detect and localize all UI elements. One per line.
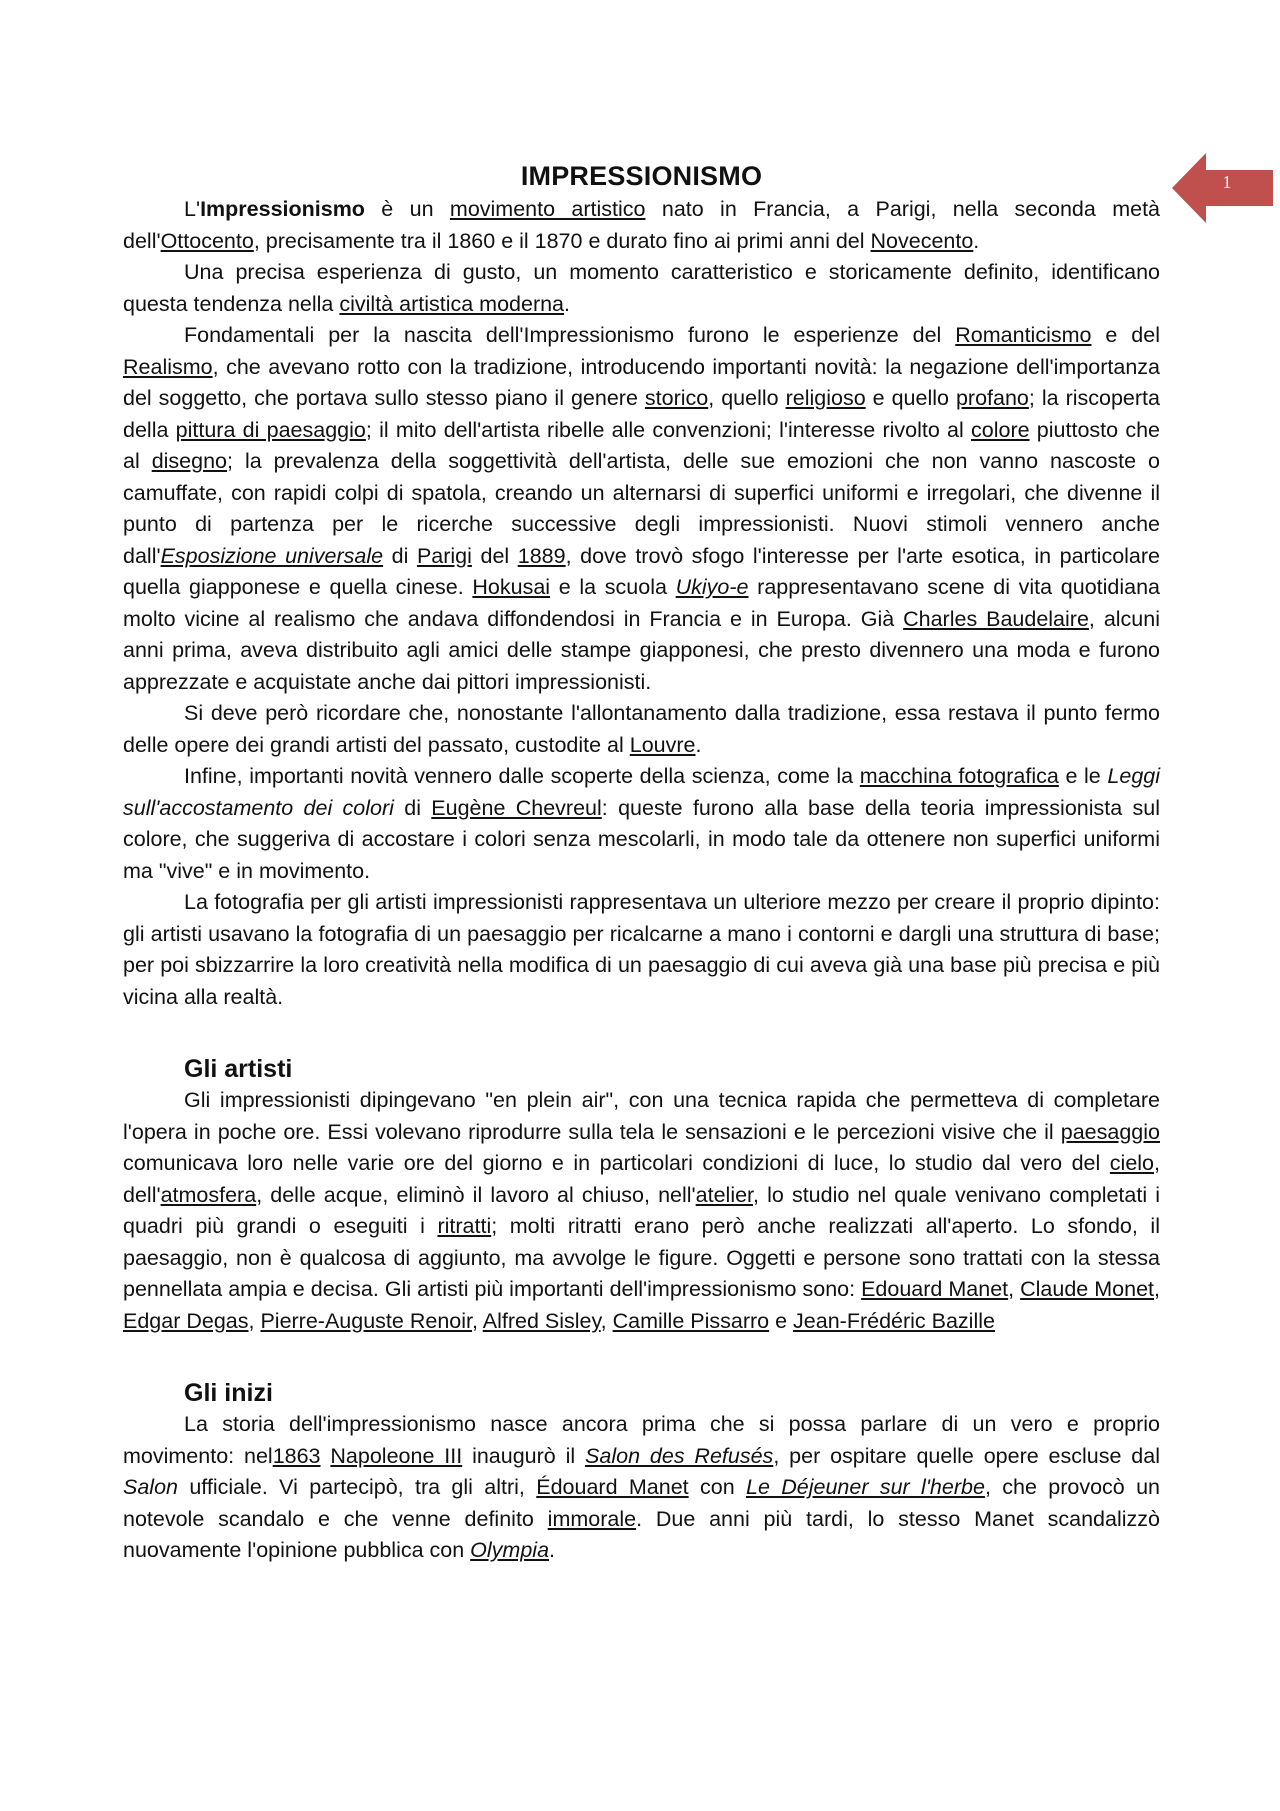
link-novecento[interactable]: Novecento: [870, 228, 974, 253]
text-run: Si deve però ricordare che, nonostante l'allontanamento dalla tradizione, essa restava il punto fermo delle opere dei grandi artisti del passato, custodite al: [123, 701, 1160, 757]
link-le-dejeuner-sur-l-herbe[interactable]: Le Déjeuner sur l'herbe: [746, 1475, 985, 1499]
link-paesaggio[interactable]: paesaggio: [1060, 1119, 1160, 1144]
text-run: nato in Francia, a Parigi, nella seconda metà dell': [123, 197, 1161, 253]
link-camille-pissarro[interactable]: Camille Pissarro: [612, 1308, 770, 1333]
text-run: , lo studio nel quale venivano completati i quadri più grandi o eseguiti i: [123, 1182, 1160, 1238]
text-run: Gli impressionisti dipingevano "en plein air", con una tecnica rapida che permetteva di completare l'opera in poche ore. Essi volevano riprodurre sulla tela le sensazioni e le percezioni visive che il: [123, 1088, 1160, 1144]
inizi-paragraph: [123, 1409, 1160, 1567]
page-number: 1: [1222, 172, 1232, 192]
text-run: , dell': [123, 1151, 1160, 1207]
intro-paragraph-5: [123, 761, 1160, 887]
text-run: , quello: [708, 386, 786, 410]
text-run: e la scuola: [550, 575, 676, 599]
text-run: : queste furono alla base della teoria impressionista sul colore, che suggeriva di accostare i colori senza mescolarli, in modo tale da ottenere non superfici uniformi ma "vive" e in movimento.: [123, 795, 1161, 883]
text-run: comunicava loro nelle varie ore del giorno e in particolari condizioni di luce, lo studio dal vero del: [123, 1151, 1110, 1175]
link-religioso[interactable]: religioso: [785, 386, 866, 410]
text-run: ,: [1008, 1277, 1021, 1301]
link-ukiyo-e[interactable]: Ukiyo-e: [675, 575, 749, 599]
text-run: del: [471, 543, 518, 568]
section-heading-artisti: Gli artisti: [184, 1055, 293, 1083]
link-pittura-di-paesaggio[interactable]: pittura di paesaggio: [175, 417, 366, 442]
text-run: di: [383, 543, 417, 568]
text-run: ,: [600, 1308, 613, 1333]
link-ottocento[interactable]: Ottocento: [160, 228, 254, 253]
text-run: , delle acque, eliminò il lavoro al chiuso, nell': [256, 1182, 696, 1207]
link-atelier[interactable]: atelier: [695, 1182, 754, 1207]
link-macchina-fotografica[interactable]: macchina fotografica: [859, 764, 1059, 788]
link-profano[interactable]: profano: [955, 386, 1029, 410]
artisti-paragraph: [123, 1085, 1160, 1337]
text-run: [321, 1444, 331, 1468]
link-storico[interactable]: storico: [644, 386, 709, 410]
text-run: ; la prevalenza della soggettività dell'artista, delle sue emozioni che non vanno nascoste o camuffate, con rapidi colpi di spatola, creando un alternarsi di superfici uniformi e irregolari, che divenne il punto di partenza per le ricerche successive degli impressionisti. Nuovi stimoli vennero anche dall': [123, 449, 1160, 568]
link-edouard-manet-2[interactable]: Édouard Manet: [536, 1475, 689, 1499]
link-edgar-degas[interactable]: Edgar Degas: [123, 1308, 249, 1333]
text-run: e quello: [865, 386, 956, 410]
text-run: piuttosto che al: [123, 417, 1160, 473]
text-run: , per ospitare quelle opere escluse dal: [773, 1443, 1161, 1468]
text-run: ; il mito dell'artista ribelle alle convenzioni; l'interesse rivolto al: [365, 417, 972, 442]
page-number-indicator: [1172, 153, 1274, 223]
link-pierre-auguste-renoir[interactable]: Pierre-Auguste Renoir: [260, 1308, 472, 1333]
link-atmosfera[interactable]: atmosfera: [160, 1182, 257, 1207]
link-1863[interactable]: 1863: [272, 1443, 321, 1468]
intro-paragraph-3: [123, 320, 1160, 698]
link-1889[interactable]: 1889: [517, 543, 566, 568]
document-title: IMPRESSIONISMO: [520, 161, 763, 191]
text-run: di: [393, 795, 432, 820]
text-run: , precisamente tra il 1860 e il 1870 e durato fino ai primi anni del: [253, 228, 871, 253]
link-movimento-artistico[interactable]: movimento artistico: [449, 197, 646, 221]
text-run: rappresentavano scene di vita quotidiana molto vicine al realismo che andava diffondendosi in Francia e in Europa. Già: [123, 575, 1161, 631]
bold-term: Impressionismo: [200, 197, 365, 221]
link-alfred-sisley[interactable]: Alfred Sisley: [482, 1308, 601, 1333]
text-run: e: [769, 1308, 794, 1333]
text-run: .: [695, 732, 702, 757]
text-run: . Due anni più tardi, lo stesso Manet scandalizzò nuovamente l'opinione pubblica con: [123, 1506, 1160, 1562]
intro-paragraph-1: [123, 194, 1160, 257]
document-page: [123, 158, 1160, 1567]
link-parigi[interactable]: Parigi: [416, 543, 472, 568]
link-charles-baudelaire[interactable]: Charles Baudelaire: [903, 606, 1089, 631]
link-edouard-manet[interactable]: Edouard Manet: [861, 1277, 1009, 1301]
link-disegno[interactable]: disegno: [151, 449, 228, 473]
text-run: ; molti ritratti erano però anche realizzati all'aperto. Lo sfondo, il paesaggio, non è qualcosa di aggiunto, ma avvolge le figure. Oggetti e persone sono trattati con la stessa pennellata ampia e decisa. Gli artisti più importanti dell'impressionismo sono:: [123, 1214, 1160, 1301]
link-realismo[interactable]: Realismo: [123, 354, 213, 379]
link-claude-monet[interactable]: Claude Monet: [1020, 1277, 1155, 1301]
text-run: , che provocò un notevole scandalo e che venne definito: [123, 1475, 1161, 1531]
text-run: Infine, importanti novità vennero dalle scoperte della scienza, come la: [184, 764, 860, 788]
text-run: con: [688, 1475, 746, 1499]
link-salon-des-refuses[interactable]: Salon des Refusés: [585, 1443, 774, 1468]
link-napoleone-iii[interactable]: Napoleone III: [330, 1443, 463, 1468]
link-louvre[interactable]: Louvre: [629, 732, 696, 757]
text-run: L': [184, 197, 201, 221]
text-run: La storia dell'impressionismo nasce ancora prima che si possa parlare di un vero e proprio movimento: nel: [123, 1412, 1160, 1468]
text-run: .: [973, 228, 980, 253]
link-olympia[interactable]: Olympia: [470, 1538, 550, 1562]
text-run: ; la riscoperta della: [123, 386, 1160, 442]
link-cielo[interactable]: cielo: [1109, 1151, 1155, 1175]
text-run: Una precisa esperienza di gusto, un momento caratteristico e storicamente definito, identificano questa tendenza nella: [123, 260, 1160, 316]
intro-paragraph-2: [123, 257, 1160, 320]
text-run: .: [564, 291, 570, 316]
text-run: ufficiale. Vi partecipò, tra gli altri,: [178, 1475, 537, 1499]
section-heading-inizi: Gli inizi: [184, 1379, 273, 1407]
link-civilta-artistica-moderna[interactable]: civiltà artistica moderna: [339, 291, 565, 316]
text-run: Fondamentali per la nascita dell'Impressionismo furono le esperienze del: [184, 323, 956, 347]
text-run: , alcuni anni prima, aveva distribuito agli amici delle stampe giapponesi, che presto divennero una moda e furono apprezzate e acquistate anche dai pittori impressionisti.: [123, 606, 1160, 694]
text-run: è un: [364, 197, 450, 221]
text-run: .: [549, 1538, 556, 1562]
italic-title: Leggi sull'accostamento dei colori: [123, 764, 1161, 820]
intro-paragraph-6: La fotografia per gli artisti impressionisti rappresentava un ulteriore mezzo per creare il proprio dipinto: gli artisti usavano la fotografia di un paesaggio per ricalcarne a mano i contorni e dargli una struttura di base; per poi sbizzarrire la loro creatività nella modifica di un paesaggio di cui aveva già una base più precisa e più vicina alla realtà.: [123, 890, 1160, 1009]
link-esposizione-universale[interactable]: Esposizione universale: [160, 543, 384, 568]
italic-term: Salon: [123, 1475, 178, 1499]
link-ritratti[interactable]: ritratti: [437, 1214, 492, 1238]
text-run: ,: [471, 1308, 483, 1333]
text-run: inaugurò il: [462, 1443, 586, 1468]
text-run: , che avevano rotto con la tradizione, introducendo importanti novità: la negazione dell'importanza del soggetto, che portava sullo stesso piano il genere: [123, 354, 1160, 410]
intro-paragraph-4: [123, 698, 1160, 761]
text-run: ,: [1154, 1277, 1160, 1301]
link-colore[interactable]: colore: [971, 417, 1030, 442]
link-immorale[interactable]: immorale: [547, 1506, 637, 1531]
text-run: e le: [1058, 764, 1108, 788]
link-hokusai[interactable]: Hokusai: [472, 575, 551, 599]
link-eugene-chevreul[interactable]: Eugène Chevreul: [431, 795, 602, 820]
link-jean-frederic-bazille[interactable]: Jean-Frédéric Bazille: [793, 1308, 995, 1333]
text-run: e del: [1091, 323, 1160, 347]
link-romanticismo[interactable]: Romanticismo: [955, 323, 1092, 347]
text-run: , dove trovò sfogo l'interesse per l'arte esotica, in particolare quella giapponese e quella cinese.: [123, 543, 1161, 599]
text-run: ,: [248, 1308, 261, 1333]
